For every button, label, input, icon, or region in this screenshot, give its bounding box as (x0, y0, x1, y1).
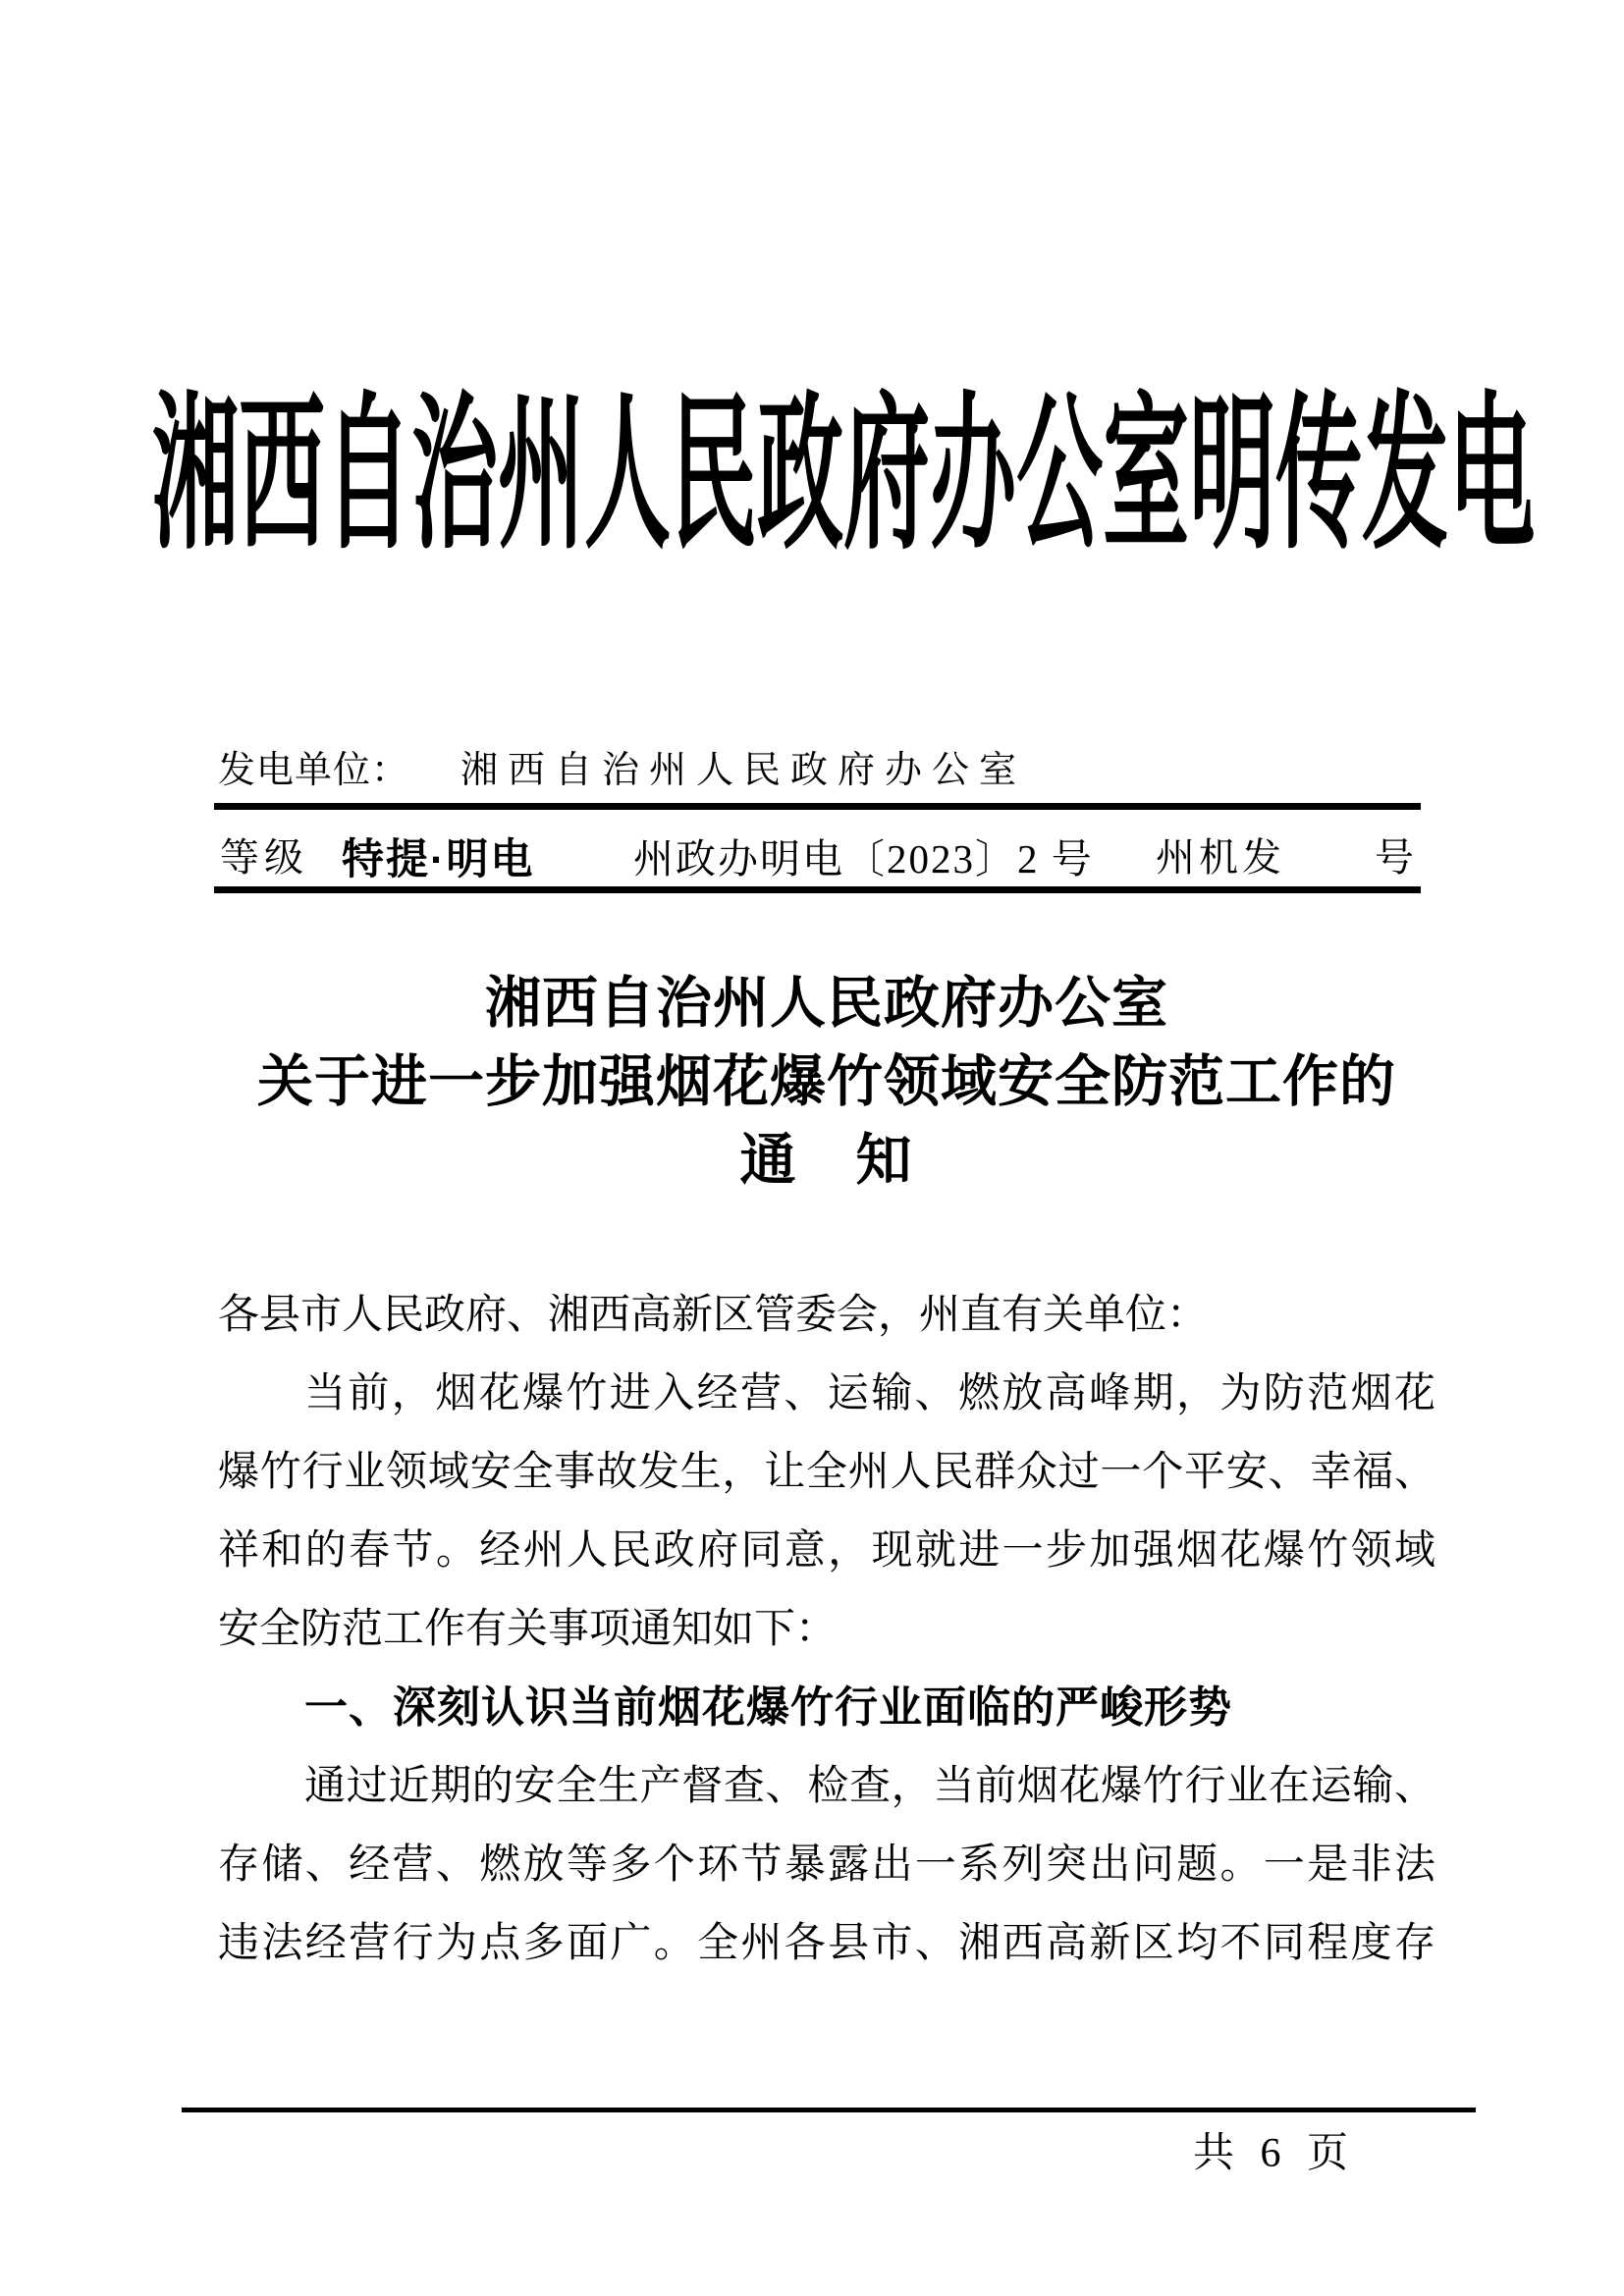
grade-value: 特提·明电 (342, 836, 535, 883)
body-line: 存储、经营、燃放等多个环节暴露出一系列突出问题。一是非法 (218, 1842, 1435, 1888)
notice-title-line3: 通 知 (739, 1130, 914, 1192)
sender-label: 发电单位： (218, 750, 410, 791)
grade-label: 等级 (220, 835, 308, 880)
body-line-salutation: 各县市人民政府、湘西高新区管委会，州直有关单位： (218, 1293, 1209, 1338)
sender-value: 湘西自治州人民政府办公室 (460, 750, 1027, 791)
body-line: 爆竹行业领域安全事故发生，让全州人民群众过一个平安、幸福、 (218, 1450, 1435, 1495)
body-line: 安全防范工作有关事项通知如下： (218, 1607, 838, 1652)
ref-label: 州机发 (1156, 835, 1285, 880)
document-number: 州政办明电〔2023〕2 号 (633, 836, 1094, 881)
grade-row (218, 827, 1435, 885)
footer-rule (182, 2108, 1476, 2112)
notice-title (218, 965, 1435, 1201)
body-line: 当前，烟花爆竹进入经营、运输、燃放高峰期，为防范烟花 (304, 1371, 1435, 1416)
notice-title-line2: 关于进一步加强烟花爆竹领域安全防范工作的 (257, 1051, 1396, 1113)
notice-title-line1: 湘西自治州人民政府办公室 (485, 973, 1168, 1035)
body-line: 祥和的春节。经州人民政府同意，现就进一步加强烟花爆竹领域 (218, 1528, 1435, 1574)
body-text (218, 1276, 1435, 1983)
section-heading: 一、深刻认识当前烟花爆竹行业面临的严峻形势 (304, 1683, 1232, 1732)
ref-suffix: 号 (1375, 835, 1414, 880)
page-count: 共 6 页 (1193, 2131, 1357, 2176)
divider-rule-top (214, 803, 1421, 810)
body-line: 通过近期的安全生产督查、检查，当前烟花爆竹行业在运输、 (304, 1764, 1435, 1809)
sender-row (218, 739, 1435, 793)
divider-rule-bottom (214, 886, 1421, 893)
banner-title: 湘 西 自 治 州 人 民 政 府 办 公 室 明 传 发 电 (152, 385, 1536, 571)
body-line: 违法经营行为点多面广。全州各县市、湘西高新区均不同程度存 (218, 1921, 1435, 1966)
